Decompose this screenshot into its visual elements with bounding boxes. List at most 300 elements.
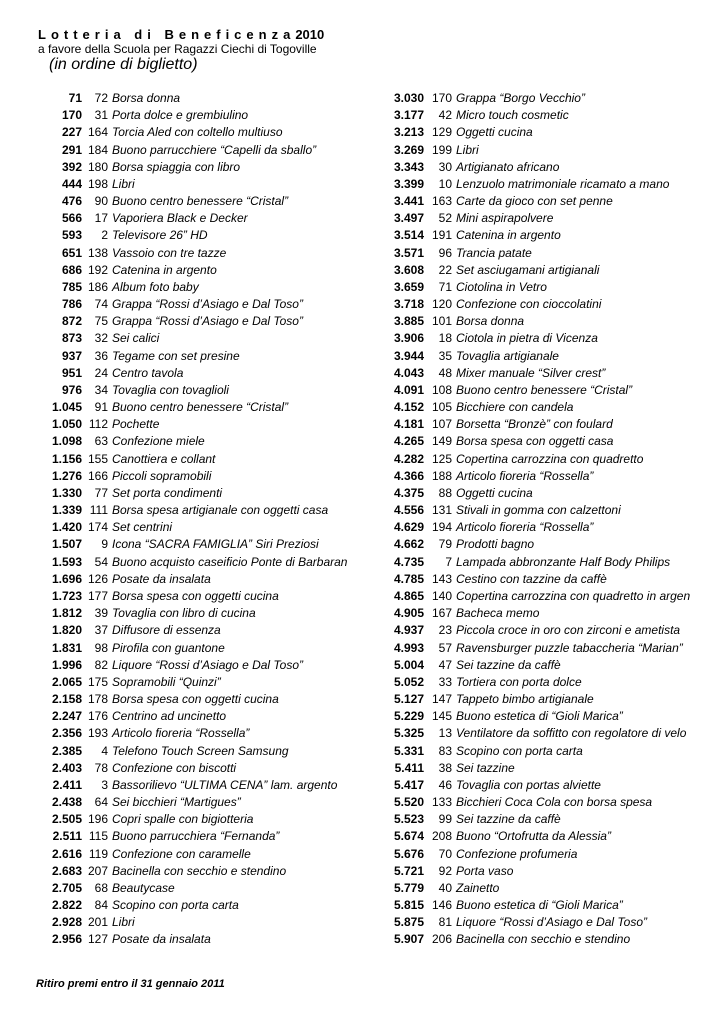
ticket-number: 3.659: [393, 279, 424, 294]
list-item: [370, 433, 724, 450]
list-item: [30, 657, 365, 674]
ticket-number: 4.181: [393, 417, 424, 432]
ticket-number: 1.276: [51, 468, 82, 483]
prize-number: 138: [87, 245, 108, 260]
prize-description: Set porta condimenti: [112, 485, 223, 500]
ticket-number: 4.937: [393, 623, 424, 638]
prize-number: 71: [438, 279, 452, 294]
list-item: [370, 811, 724, 828]
list-item: [30, 468, 365, 485]
prize-number: 192: [87, 262, 108, 277]
ticket-number: 2.385: [51, 743, 82, 758]
prize-description: Oggetti cucina: [456, 485, 533, 500]
prize-description: Tovaglia con tovaglioli: [112, 382, 229, 397]
list-item: [30, 811, 365, 828]
prize-number: 83: [438, 743, 452, 758]
prize-description: Mini aspirapolvere: [456, 211, 554, 226]
prize-description: Centrino ad uncinetto: [112, 709, 227, 724]
prize-number: 84: [94, 898, 108, 913]
prize-description: Vaporiera Black e Decker: [112, 211, 248, 226]
list-item: [30, 846, 365, 863]
list-item: [30, 502, 365, 519]
list-item: [370, 743, 724, 760]
prize-number: 32: [94, 331, 108, 346]
prize-number: 178: [87, 692, 108, 707]
prize-number: 199: [431, 142, 452, 157]
prize-description: Sei tazzine da caffè: [456, 812, 561, 827]
prize-description: Porta vaso: [456, 863, 514, 878]
prize-description: Buono parrucchiere “Capelli da sballo”: [112, 142, 317, 157]
prize-number: 7: [445, 554, 452, 569]
ticket-number: 1.723: [51, 588, 82, 603]
prize-description: Articolo fioreria “Rossella”: [112, 726, 250, 741]
ticket-number: 3.718: [393, 297, 424, 312]
list-item: [30, 433, 365, 450]
prize-number: 188: [431, 468, 452, 483]
prize-number: 40: [438, 880, 452, 895]
list-item: [30, 210, 365, 227]
ticket-number: 1.996: [51, 657, 82, 672]
prize-number: 99: [438, 812, 452, 827]
prize-number: 208: [431, 829, 452, 844]
list-item: [30, 605, 365, 622]
ticket-number: 2.616: [51, 846, 82, 861]
ticket-number: 5.417: [393, 777, 424, 792]
prize-number: 174: [87, 520, 108, 535]
ticket-number: 4.375: [393, 485, 424, 500]
prize-description: Confezione profumeria: [456, 846, 578, 861]
prize-description: Buono centro benessere “Cristal”: [456, 382, 633, 397]
prize-description: Piccoli sopramobili: [112, 468, 212, 483]
prize-description: Copertina carrozzina con quadretto: [456, 451, 644, 466]
prize-number: 75: [94, 314, 108, 329]
prize-description: Icona “SACRA FAMIGLIA” Siri Preziosi: [112, 537, 319, 552]
prize-description: Pirofila con guantone: [112, 640, 225, 655]
ticket-number: 3.030: [393, 91, 424, 105]
list-item: [30, 725, 365, 742]
ticket-number: 2.705: [51, 880, 82, 895]
prize-description: Trancia patate: [456, 245, 532, 260]
prize-number: 164: [87, 125, 108, 140]
ticket-number: 951: [61, 365, 82, 380]
ticket-number: 5.676: [393, 846, 424, 861]
list-item: [30, 399, 365, 416]
list-item: [370, 691, 724, 708]
ticket-number: 593: [61, 228, 82, 243]
list-item: [30, 622, 365, 639]
prize-number: 52: [438, 211, 452, 226]
prize-description: Catenina in argento: [112, 262, 217, 277]
ticket-number: 4.043: [393, 365, 424, 380]
list-item: [370, 863, 724, 880]
prize-number: 133: [431, 795, 452, 810]
ticket-number: 5.052: [393, 674, 424, 689]
prize-description: Bassorilievo “ULTIMA CENA” lam. argento: [112, 777, 338, 792]
ticket-number: 2.438: [51, 795, 82, 810]
prize-number: 163: [431, 194, 452, 209]
ticket-number: 3.608: [393, 262, 424, 277]
ticket-number: 4.556: [393, 503, 424, 518]
right-column-list: [370, 90, 724, 949]
list-item: [370, 399, 724, 416]
prize-number: 4: [101, 743, 108, 758]
list-item: [30, 90, 365, 107]
ticket-number: 873: [61, 331, 82, 346]
list-item: [370, 279, 724, 296]
list-item: [370, 90, 724, 107]
prize-number: 201: [87, 915, 108, 930]
ticket-number: 5.815: [393, 898, 424, 913]
list-item: [370, 107, 724, 124]
prize-number: 147: [431, 692, 452, 707]
prize-number: 70: [438, 846, 452, 861]
prize-number: 180: [87, 159, 108, 174]
prize-number: 111: [89, 503, 108, 518]
ticket-number: 4.993: [393, 640, 424, 655]
list-item: [370, 296, 724, 313]
ticket-number: 2.505: [51, 812, 82, 827]
prize-description: Scopino con porta carta: [112, 898, 239, 913]
list-item: [370, 914, 724, 931]
prize-number: 24: [94, 365, 108, 380]
ticket-number: 976: [61, 382, 82, 397]
prize-description: Torcia Aled con coltello multiuso: [112, 125, 283, 140]
ticket-number: 872: [61, 314, 82, 329]
ticket-number: 4.735: [393, 554, 424, 569]
prize-description: Sei bicchieri “Martigues”: [112, 795, 241, 810]
ticket-number: 4.265: [393, 434, 424, 449]
prize-number: 105: [431, 400, 452, 415]
ticket-number: 2.956: [51, 932, 82, 947]
ticket-number: 1.156: [51, 451, 82, 466]
ticket-number: 170: [61, 108, 82, 123]
prize-description: Catenina in argento: [456, 228, 561, 243]
prize-description: Vassoio con tre tazze: [112, 245, 227, 260]
ticket-number: 5.520: [393, 795, 424, 810]
prize-number: 38: [438, 760, 452, 775]
prize-number: 57: [438, 640, 452, 655]
ticket-number: 3.906: [393, 331, 424, 346]
prize-number: 23: [438, 623, 452, 638]
ticket-number: 3.399: [393, 176, 424, 191]
prize-number: 126: [87, 571, 108, 586]
prize-description: Bicchiere con candela: [456, 400, 574, 415]
prize-number: 34: [94, 382, 108, 397]
list-item: [370, 794, 724, 811]
prize-number: 54: [94, 554, 108, 569]
prize-description: Libri: [112, 176, 135, 191]
prize-description: Sei tazzine da caffè: [456, 657, 561, 672]
ticket-number: 3.177: [393, 108, 424, 123]
list-item: [370, 468, 724, 485]
ticket-number: 1.812: [51, 606, 82, 621]
ticket-number: 686: [61, 262, 82, 277]
prize-number: 48: [438, 365, 452, 380]
prize-description: Ventilatore da soffitto con regolatore di velo: [456, 726, 687, 741]
prize-description: Grappa “Borgo Vecchio”: [456, 91, 585, 105]
prize-number: 186: [87, 279, 108, 294]
list-item: [30, 828, 365, 845]
ticket-number: 3.343: [393, 159, 424, 174]
document-title: [38, 27, 324, 42]
ticket-number: 2.511: [52, 829, 82, 844]
prize-number: 206: [431, 932, 452, 947]
ticket-number: 566: [61, 211, 82, 226]
ticket-number: 3.944: [393, 348, 424, 363]
list-item: [30, 382, 365, 399]
prize-number: 68: [94, 880, 108, 895]
prize-description: Mixer manuale “Silver crest”: [456, 365, 606, 380]
list-item: [30, 674, 365, 691]
ticket-number: 5.411: [394, 760, 424, 775]
list-item: [30, 519, 365, 536]
list-item: [30, 536, 365, 553]
ticket-number: 1.339: [51, 503, 82, 518]
prize-description: Carte da gioco con set penne: [456, 194, 613, 209]
prize-description: Scopino con porta carta: [456, 743, 583, 758]
prize-number: 191: [431, 228, 452, 243]
list-item: [30, 279, 365, 296]
order-note: (in ordine di biglietto): [49, 56, 198, 73]
ticket-number: 2.403: [51, 760, 82, 775]
list-item: [30, 159, 365, 176]
prize-description: Liquore “Rossi d’Asiago e Dal Toso”: [112, 657, 303, 672]
prize-number: 146: [431, 898, 452, 913]
ticket-number: 4.366: [393, 468, 424, 483]
prize-number: 166: [87, 468, 108, 483]
prize-number: 13: [438, 726, 452, 741]
list-item: [30, 142, 365, 159]
prize-description: Lenzuolo matrimoniale ricamato a mano: [456, 176, 670, 191]
list-item: [370, 519, 724, 536]
prize-description: Borsa donna: [456, 314, 525, 329]
prize-description: Tegame con set presine: [112, 348, 240, 363]
list-item: [30, 176, 365, 193]
prize-description: Buono “Ortofrutta da Alessia”: [456, 829, 611, 844]
prize-description: Sei calici: [112, 331, 160, 346]
list-item: [370, 485, 724, 502]
list-item: [30, 227, 365, 244]
list-item: [30, 708, 365, 725]
title-text: Lotteria di Beneficenza: [38, 27, 296, 42]
list-item: [370, 193, 724, 210]
ticket-number: 5.721: [393, 863, 424, 878]
prize-description: Borsa spesa con oggetti casa: [456, 434, 614, 449]
list-item: [370, 502, 724, 519]
list-item: [370, 622, 724, 639]
list-item: [30, 571, 365, 588]
prize-description: Grappa “Rossi d’Asiago e Dal Toso”: [112, 297, 303, 312]
prize-number: 90: [94, 194, 108, 209]
ticket-number: 1.696: [51, 571, 82, 586]
prize-description: Buono estetica di “Gioli Marica”: [456, 898, 623, 913]
prize-number: 81: [438, 915, 452, 930]
ticket-number: 4.282: [393, 451, 424, 466]
prize-description: Cestino con tazzine da caffè: [456, 571, 607, 586]
list-item: [370, 348, 724, 365]
prize-number: 88: [438, 485, 452, 500]
list-item: [30, 193, 365, 210]
prize-description: Artigianato africano: [456, 159, 560, 174]
prize-description: Tortiera con porta dolce: [456, 674, 582, 689]
prize-number: 77: [94, 485, 108, 500]
prize-description: Bacinella con secchio e stendino: [456, 932, 631, 947]
prize-description: Borsa spesa artigianale con oggetti casa: [112, 503, 329, 518]
list-item: [30, 485, 365, 502]
prize-number: 35: [438, 348, 452, 363]
ticket-number: 651: [61, 245, 82, 260]
prize-description: Buono estetica di “Gioli Marica”: [456, 709, 623, 724]
list-item: [30, 588, 365, 605]
list-item: [370, 382, 724, 399]
list-item: [370, 897, 724, 914]
list-item: [370, 330, 724, 347]
list-item: [370, 142, 724, 159]
prize-number: 107: [431, 417, 452, 432]
ticket-number: 785: [61, 279, 82, 294]
ticket-number: 1.831: [51, 640, 82, 655]
list-item: [370, 880, 724, 897]
ticket-number: 476: [61, 194, 82, 209]
prize-description: Bacheca memo: [456, 606, 540, 621]
prize-description: Copertina carrozzina con quadretto in argen: [456, 588, 691, 603]
prize-description: Confezione miele: [112, 434, 205, 449]
list-item: [370, 571, 724, 588]
ticket-number: 5.779: [393, 880, 424, 895]
list-item: [30, 416, 365, 433]
ticket-number: 1.593: [51, 554, 82, 569]
list-item: [370, 777, 724, 794]
left-column-list: [30, 90, 365, 949]
prize-description: Buono acquisto caseificio Ponte di Barbaran: [112, 554, 348, 569]
list-item: [30, 330, 365, 347]
prize-number: 42: [438, 108, 452, 123]
prize-description: Tappeto bimbo artigianale: [456, 692, 594, 707]
prize-number: 120: [431, 297, 452, 312]
list-item: [370, 674, 724, 691]
prize-description: Pochette: [112, 417, 160, 432]
prize-number: 119: [88, 846, 108, 861]
prize-description: Bicchieri Coca Cola con borsa spesa: [456, 795, 653, 810]
ticket-number: 2.411: [52, 777, 82, 792]
ticket-number: 4.662: [393, 537, 424, 552]
list-item: [370, 640, 724, 657]
ticket-number: 5.127: [393, 692, 424, 707]
list-item: [370, 846, 724, 863]
list-item: [370, 159, 724, 176]
prize-number: 78: [94, 760, 108, 775]
prize-number: 149: [431, 434, 452, 449]
prize-number: 127: [87, 932, 108, 947]
prize-description: Borsa spesa con oggetti cucina: [112, 692, 279, 707]
ticket-number: 786: [61, 297, 82, 312]
list-item: [30, 296, 365, 313]
prize-number: 140: [431, 588, 452, 603]
prize-number: 155: [87, 451, 108, 466]
prize-number: 36: [94, 348, 108, 363]
ticket-number: 2.928: [51, 915, 82, 930]
ticket-number: 2.356: [51, 726, 82, 741]
prize-number: 31: [94, 108, 108, 123]
prize-description: Borsa spesa con oggetti cucina: [112, 588, 279, 603]
prize-description: Sopramobili “Quinzi”: [112, 674, 221, 689]
prize-description: Posate da insalata: [112, 932, 211, 947]
prize-description: Televisore 26” HD: [112, 228, 208, 243]
prize-description: Diffusore di essenza: [112, 623, 221, 638]
ticket-number: 3.571: [393, 245, 424, 260]
prize-number: 46: [438, 777, 452, 792]
prize-description: Borsa spiaggia con libro: [112, 159, 241, 174]
list-item: [370, 262, 724, 279]
prize-description: Ciotola in pietra di Vicenza: [456, 331, 598, 346]
list-item: [30, 262, 365, 279]
prize-description: Borsetta “Bronzè” con foulard: [456, 417, 613, 432]
list-item: [370, 176, 724, 193]
prize-number: 207: [87, 863, 108, 878]
list-item: [370, 725, 724, 742]
list-item: [30, 880, 365, 897]
prize-description: Centro tavola: [112, 365, 184, 380]
ticket-number: 1.507: [51, 537, 82, 552]
ticket-number: 4.091: [393, 382, 424, 397]
prize-description: Buono centro benessere “Cristal”: [112, 400, 289, 415]
ticket-number: 3.885: [393, 314, 424, 329]
list-item: [30, 348, 365, 365]
prize-description: Confezione con cioccolatini: [456, 297, 602, 312]
list-item: [370, 708, 724, 725]
ticket-number: 5.325: [393, 726, 424, 741]
prize-description: Grappa “Rossi d’Asiago e Dal Toso”: [112, 314, 303, 329]
list-item: [30, 760, 365, 777]
document-subtitle: a favore della Scuola per Ragazzi Ciechi di Togoville: [38, 42, 317, 56]
ticket-number: 5.523: [393, 812, 424, 827]
prize-description: Articolo fioreria “Rossella”: [456, 520, 594, 535]
ticket-number: 5.875: [393, 915, 424, 930]
ticket-number: 2.158: [51, 692, 82, 707]
prize-description: Oggetti cucina: [456, 125, 533, 140]
prize-number: 194: [431, 520, 452, 535]
prize-number: 184: [87, 142, 108, 157]
list-item: [370, 760, 724, 777]
prize-description: Confezione con caramelle: [112, 846, 251, 861]
prize-description: Confezione con biscotti: [112, 760, 237, 775]
list-item: [370, 657, 724, 674]
list-item: [370, 313, 724, 330]
ticket-number: 3.213: [393, 125, 424, 140]
list-item: [30, 554, 365, 571]
prize-description: Piccola croce in oro con zirconi e ametista: [456, 623, 681, 638]
ticket-number: 2.683: [51, 863, 82, 878]
ticket-number: 4.629: [393, 520, 424, 535]
prize-number: 18: [438, 331, 452, 346]
prize-number: 108: [431, 382, 452, 397]
prize-description: Ciotolina in Vetro: [456, 279, 547, 294]
list-item: [30, 794, 365, 811]
list-item: [30, 931, 365, 948]
prize-number: 17: [94, 211, 108, 226]
ticket-number: 5.229: [393, 709, 424, 724]
prize-number: 3: [101, 777, 108, 792]
prize-description: Album foto baby: [112, 279, 199, 294]
ticket-number: 2.822: [51, 898, 82, 913]
list-item: [30, 863, 365, 880]
list-item: [370, 416, 724, 433]
prize-number: 145: [431, 709, 452, 724]
prize-number: 33: [438, 674, 452, 689]
prize-number: 82: [94, 657, 108, 672]
list-item: [30, 897, 365, 914]
prize-description: Liquore “Rossi d’Asiago e Dal Toso”: [456, 915, 647, 930]
